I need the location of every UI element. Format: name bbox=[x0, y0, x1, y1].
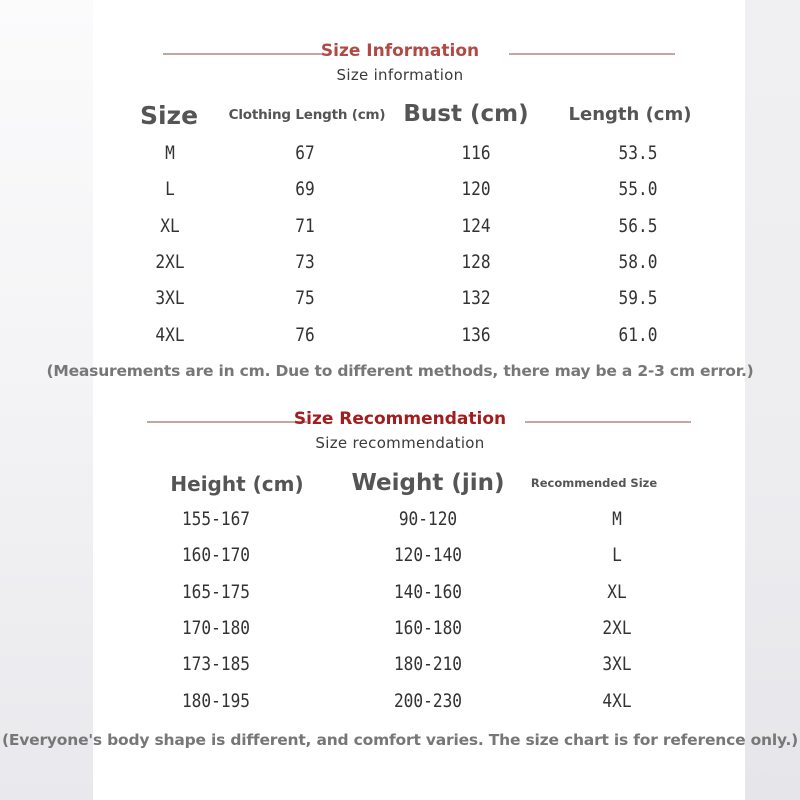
table-cell: 180-210 bbox=[393, 653, 463, 676]
table-cell: 55.0 bbox=[618, 178, 658, 201]
table-cell: 73 bbox=[295, 250, 315, 273]
table-cell: 116 bbox=[461, 142, 491, 164]
col-header-recommended-size: Recommended Size bbox=[530, 476, 658, 490]
table-cell: 58.0 bbox=[618, 250, 658, 273]
table-cell: 120 bbox=[461, 178, 491, 201]
table-cell: 71 bbox=[295, 214, 315, 237]
table-cell: M bbox=[165, 142, 175, 164]
table-cell: 2XL bbox=[602, 616, 632, 639]
size-information-subtitle: Size information bbox=[336, 66, 464, 84]
table-cell: 3XL bbox=[155, 287, 185, 310]
table-cell: 140-160 bbox=[393, 580, 463, 603]
table-cell: L bbox=[165, 178, 175, 201]
table-cell: 53.5 bbox=[618, 142, 658, 164]
table-cell: 173-185 bbox=[181, 653, 251, 676]
table-cell: 61.0 bbox=[618, 323, 658, 346]
table-cell: 136 bbox=[461, 323, 491, 346]
table-cell: XL bbox=[607, 580, 627, 603]
table-cell: 160-180 bbox=[393, 616, 463, 639]
table-cell: 67 bbox=[295, 142, 315, 164]
table-cell: 170-180 bbox=[181, 616, 251, 639]
col-header-clothing-length: Clothing Length (cm) bbox=[228, 107, 386, 123]
table-cell: 69 bbox=[295, 178, 315, 201]
table-cell: 200-230 bbox=[393, 689, 463, 712]
table-cell: 56.5 bbox=[618, 214, 658, 237]
table-cell: 120-140 bbox=[393, 544, 463, 567]
table-cell: 128 bbox=[461, 250, 491, 273]
col-header-size: Size bbox=[139, 101, 199, 130]
table-cell: 165-175 bbox=[181, 580, 251, 603]
size-recommendation-subtitle: Size recommendation bbox=[315, 434, 485, 452]
table-cell: 59.5 bbox=[618, 287, 658, 310]
measurement-note: (Measurements are in cm. Due to different methods, there may be a 2-3 cm error.) bbox=[46, 362, 754, 380]
table-cell: 75 bbox=[295, 287, 315, 310]
col-header-weight: Weight (jin) bbox=[351, 470, 505, 496]
table-cell: 4XL bbox=[602, 689, 632, 712]
table-cell: 4XL bbox=[155, 323, 185, 346]
table-cell: 155-167 bbox=[181, 508, 251, 530]
table-cell: 132 bbox=[461, 287, 491, 310]
table-cell: 3XL bbox=[602, 653, 632, 676]
col-header-height: Height (cm) bbox=[170, 472, 304, 496]
table-cell: M bbox=[612, 508, 622, 530]
background-right bbox=[745, 0, 800, 800]
col-header-length: Length (cm) bbox=[568, 104, 692, 125]
size-recommendation-title: Size Recommendation bbox=[293, 409, 507, 429]
table-cell: 160-170 bbox=[181, 544, 251, 567]
size-information-title: Size Information bbox=[320, 41, 480, 61]
reference-note: (Everyone's body shape is different, and comfort varies. The size chart is for reference only.) bbox=[1, 731, 799, 749]
col-header-bust: Bust (cm) bbox=[403, 101, 529, 127]
table-cell: 2XL bbox=[155, 250, 185, 273]
table-cell: 124 bbox=[461, 214, 491, 237]
table-cell: 90-120 bbox=[398, 508, 458, 530]
table-cell: L bbox=[612, 544, 622, 567]
table-cell: XL bbox=[160, 214, 180, 237]
table-cell: 76 bbox=[295, 323, 315, 346]
table-cell: 180-195 bbox=[181, 689, 251, 712]
